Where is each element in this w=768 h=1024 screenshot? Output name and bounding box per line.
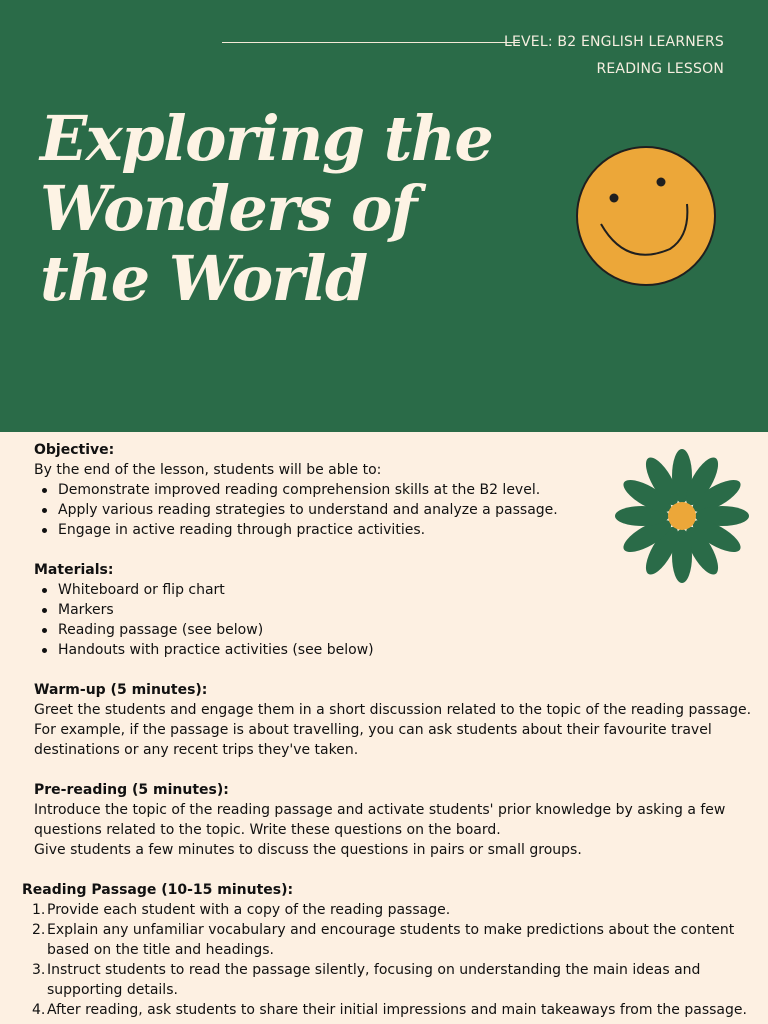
item-number: 2. [32, 922, 46, 938]
item-line: After reading, ask students to share their initial impressions and main takeaways from the passage. [47, 1002, 747, 1018]
numbered-item [22, 1000, 758, 1020]
numbered-item [22, 920, 758, 960]
title-line-1: Exploring the [40, 102, 493, 175]
item-line: based on the title and headings. [47, 942, 274, 958]
warmup-line: Greet the students and engage them in a short discussion related to the topic of the reading passage. [34, 702, 752, 718]
list-item: Handouts with practice activities (see below) [58, 640, 754, 660]
item-line: Provide each student with a copy of the reading passage. [47, 902, 451, 918]
list-item: Markers [58, 600, 754, 620]
prereading-line: Give students a few minutes to discuss the questions in pairs or small groups. [34, 842, 582, 858]
warmup-heading: Warm-up (5 minutes): [34, 682, 208, 698]
prereading-section [34, 780, 754, 860]
page-title [40, 104, 560, 314]
materials-list [34, 580, 754, 660]
item-number: 4. [32, 1002, 46, 1018]
materials-section [34, 560, 754, 660]
warmup-section [34, 680, 754, 760]
objective-list [34, 480, 754, 540]
item-number: 3. [32, 962, 46, 978]
header-banner [0, 0, 768, 432]
reading-passage-heading: Reading Passage (10-15 minutes): [22, 882, 294, 898]
title-line-3: the World [40, 242, 367, 315]
item-line: Explain any unfamiliar vocabulary and encourage students to make predictions about the content [47, 922, 735, 938]
reading-passage-section [22, 880, 758, 1020]
level-label: LEVEL: B2 ENGLISH LEARNERS [503, 34, 724, 50]
list-item: Demonstrate improved reading comprehension skills at the B2 level. [58, 480, 754, 500]
numbered-item [22, 900, 758, 920]
item-line: Instruct students to read the passage silently, focusing on understanding the main ideas and [47, 962, 701, 978]
objective-heading: Objective: [34, 442, 115, 458]
list-item: Apply various reading strategies to understand and analyze a passage. [58, 500, 754, 520]
header-divider-line [222, 42, 520, 43]
smiley-face-icon [574, 144, 718, 288]
lesson-type-label: READING LESSON [596, 61, 724, 77]
list-item: Reading passage (see below) [58, 620, 754, 640]
objective-intro: By the end of the lesson, students will be able to: [34, 462, 382, 478]
title-line-2: Wonders of [40, 172, 416, 245]
materials-heading: Materials: [34, 562, 114, 578]
objective-section [34, 440, 754, 540]
prereading-heading: Pre-reading (5 minutes): [34, 782, 229, 798]
list-item: Whiteboard or flip chart [58, 580, 754, 600]
warmup-line: destinations or any recent trips they've taken. [34, 742, 359, 758]
prereading-line: questions related to the topic. Write these questions on the board. [34, 822, 501, 838]
prereading-line: Introduce the topic of the reading passage and activate students' prior knowledge by asking a few [34, 802, 726, 818]
item-line: supporting details. [47, 982, 178, 998]
item-number: 1. [32, 902, 46, 918]
reading-passage-list [22, 900, 758, 1020]
numbered-item [22, 960, 758, 1000]
warmup-line: For example, if the passage is about travelling, you can ask students about their favourite travel [34, 722, 712, 738]
list-item: Engage in active reading through practice activities. [58, 520, 754, 540]
